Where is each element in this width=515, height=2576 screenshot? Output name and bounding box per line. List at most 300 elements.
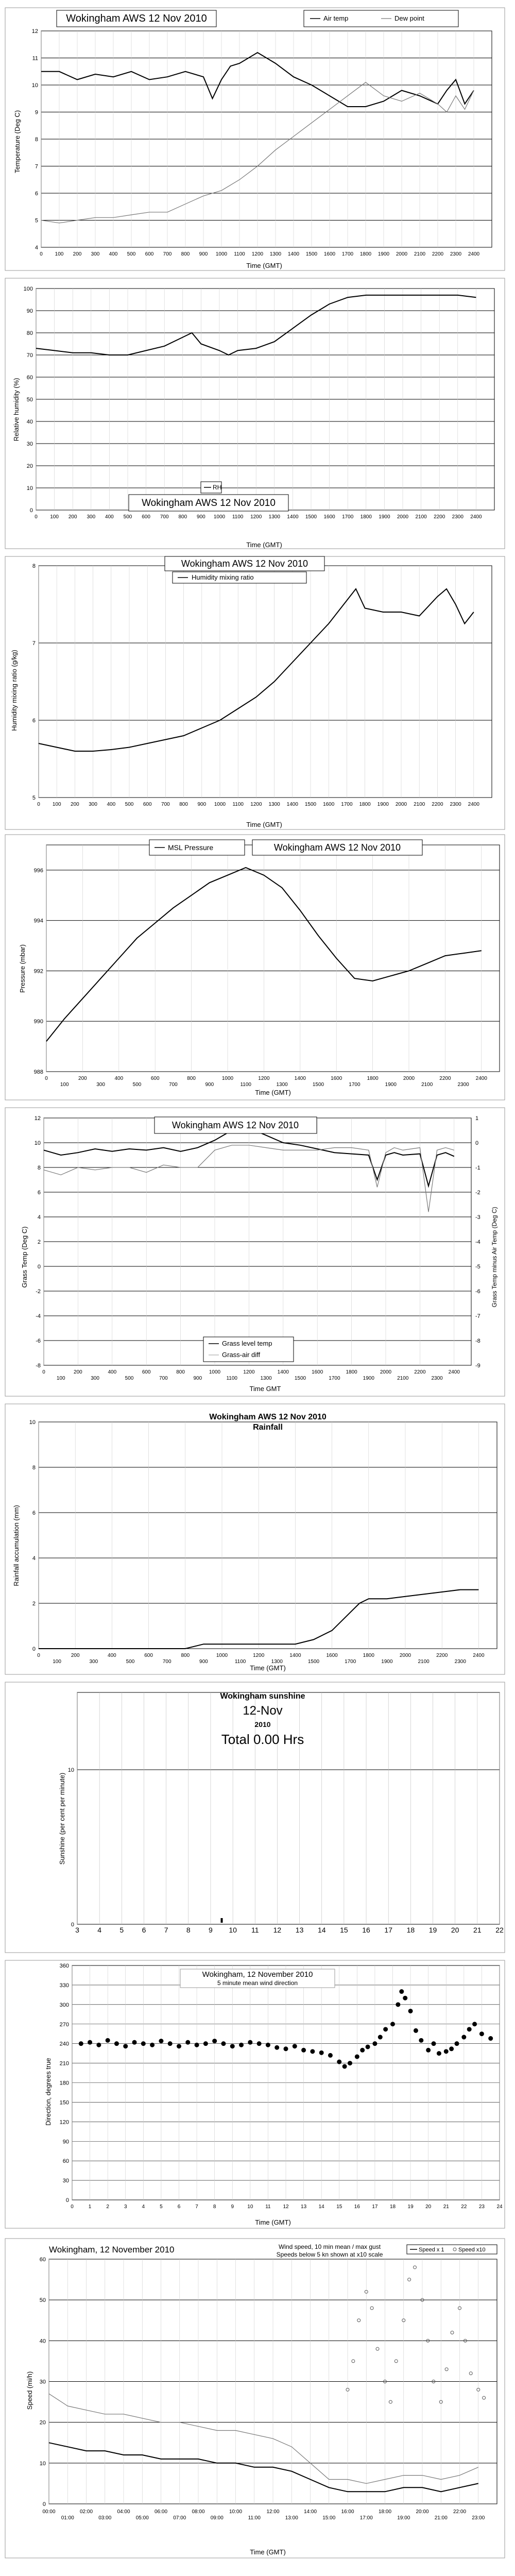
rain-xtick-label: 400 (108, 1653, 116, 1658)
wind-speed-chart-subtitle2: Speeds below 5 kn shown at x10 scale (276, 2251, 383, 2258)
wind-dir-ylabel: Direction, degrees true (44, 2058, 52, 2126)
wind_speed-ytick-label: 60 (39, 2257, 46, 2263)
grass-y2tick-label: -2 (475, 1190, 480, 1196)
grass-ytick-label: 12 (34, 1115, 41, 1122)
rh-xtick-label: 400 (105, 514, 114, 520)
temp-xtick-label: 1200 (251, 251, 264, 257)
temp-xtick-label: 2200 (432, 251, 444, 257)
mix-xtick-label: 1100 (232, 802, 244, 807)
sun-xtick-label: 8 (186, 1926, 191, 1934)
wind_dir-ytick-label: 210 (59, 2060, 69, 2067)
sun-xtick-label: 19 (428, 1926, 437, 1934)
rh-xtick-label: 1400 (287, 514, 299, 520)
rain-xtick-label-minor: 1500 (307, 1659, 320, 1665)
grass-ytick-label: 2 (37, 1239, 41, 1245)
rain-xtick-label: 1600 (326, 1653, 338, 1658)
wind_dir-point (88, 2040, 92, 2044)
rh-xtick-label: 1600 (323, 514, 335, 520)
wind_speed-ytick-label: 50 (39, 2297, 46, 2304)
grass-ytick-label: 0 (37, 1264, 41, 1270)
rain-ytick-label: 0 (32, 1646, 36, 1652)
wind_dir-point (473, 2022, 477, 2026)
rh-xtick-label: 700 (160, 514, 169, 520)
grass-ytick-label: 10 (34, 1140, 41, 1146)
mix-xtick-label: 2100 (414, 802, 425, 807)
wind-speed-xtick-label: 23:00 (472, 2515, 485, 2521)
rh-xtick-label: 600 (142, 514, 150, 520)
wind-speed-xtick-label: 20:00 (416, 2509, 429, 2515)
sun-ytick-label: 0 (71, 1922, 74, 1928)
sun-xtick-label: 7 (164, 1926, 168, 1934)
rain-xtick-label: 1000 (216, 1653, 228, 1658)
wind_dir-point (284, 2047, 288, 2051)
wind-speed-ylabel: Speed (mi/h) (26, 2371, 33, 2410)
temp-xtick-label: 2300 (450, 251, 462, 257)
temp-xlabel: Time (GMT) (246, 262, 282, 269)
pressure-xtick-label: 1000 (221, 1076, 234, 1081)
temp-xtick-label: 500 (127, 251, 136, 257)
sun-bar (221, 1918, 223, 1923)
wind-speed-xtick-label: 17:00 (359, 2515, 373, 2521)
panel-mixing-ratio (5, 556, 505, 829)
panel-pressure (5, 835, 505, 1100)
wind_dir-point (462, 2035, 466, 2039)
wind_dir-point (159, 2039, 163, 2043)
wind_dir-point (79, 2042, 83, 2046)
grass-y2tick-label: -9 (475, 1363, 480, 1369)
temp-xtick-label: 700 (163, 251, 172, 257)
mix-ytick-label: 6 (32, 718, 36, 724)
wind_dir-point (479, 2032, 484, 2036)
wind-speed-xtick-label: 08:00 (192, 2509, 205, 2515)
wind_dir-xtick-label: 13 (301, 2204, 307, 2210)
wind_dir-ytick-label: 90 (62, 2139, 69, 2145)
mix-xtick-label: 2000 (395, 802, 407, 807)
grass-xtick-label: 1600 (312, 1369, 323, 1375)
rh-xtick-label: 1300 (268, 514, 280, 520)
pressure-xtick-label: 2400 (475, 1076, 487, 1081)
temp-ytick-label: 10 (31, 82, 38, 89)
rh-chart-title: Wokingham AWS 12 Nov 2010 (142, 498, 276, 509)
pressure-xtick-label: 0 (45, 1076, 48, 1081)
wind_dir-ytick-label: 300 (59, 2002, 69, 2008)
mix-xtick-label: 1700 (341, 802, 353, 807)
pressure-xtick-label: 1800 (367, 1076, 379, 1081)
temp-xtick-label: 200 (73, 251, 82, 257)
rh-ytick-label: 70 (26, 352, 33, 359)
wind_dir-point (328, 2053, 332, 2057)
temp-ytick-label: 9 (35, 109, 38, 116)
rh-ytick-label: 0 (29, 507, 33, 514)
rh-ylabel: Relative humidity (%) (12, 378, 20, 442)
wind_speed-ytick-label: 20 (39, 2419, 46, 2426)
grass-ytick-label: 8 (37, 1165, 41, 1171)
rh-ytick-label: 90 (26, 308, 33, 314)
temp-ylabel: Temperature (Deg C) (13, 110, 21, 174)
rh-xtick-label: 1800 (360, 514, 372, 520)
panel-humidity (5, 278, 505, 549)
mix-xtick-label: 1600 (323, 802, 335, 807)
wind_dir-point (221, 2042, 226, 2046)
wind_dir-xtick-label: 19 (407, 2204, 414, 2210)
temp-xtick-label: 1600 (323, 251, 336, 257)
wind_dir-xtick-label: 21 (443, 2204, 449, 2210)
wind_dir-xtick-label: 10 (247, 2204, 253, 2210)
wind_dir-xtick-label: 23 (478, 2204, 485, 2210)
rain-xtick-label-minor: 500 (126, 1659, 135, 1665)
legend-grass-level-temp: Grass level temp (222, 1340, 272, 1347)
wind-speed-chart-subtitle: Wind speed, 10 min mean / max gust (278, 2243, 381, 2250)
temp-ytick-label: 6 (35, 191, 38, 197)
wind_dir-point (230, 2044, 234, 2048)
sun-chart-year: 2010 (254, 1720, 271, 1728)
pressure-xtick-label: 400 (114, 1076, 124, 1081)
grass-y2tick-label: -1 (475, 1165, 480, 1171)
legend-mixing-ratio: Humidity mixing ratio (192, 573, 254, 581)
wind_dir-xtick-label: 8 (213, 2204, 216, 2210)
wind_dir-xtick-label: 0 (71, 2204, 74, 2210)
legend-grass-air-diff: Grass-air diff (222, 1351, 261, 1359)
rain-xtick-label: 0 (37, 1653, 40, 1658)
sun-xtick-label: 10 (229, 1926, 237, 1934)
mix-xlabel: Time (GMT) (246, 821, 282, 828)
sun-xtick-label: 14 (317, 1926, 326, 1934)
rh-xtick-label: 100 (50, 514, 59, 520)
rh-xtick-label: 2400 (470, 514, 482, 520)
pressure-ytick-label: 992 (33, 968, 43, 975)
wind_dir-point (186, 2040, 190, 2044)
wind_dir-point (248, 2040, 252, 2044)
wind_dir-point (239, 2043, 244, 2047)
grass-xtick-label-minor: 900 (193, 1376, 202, 1381)
sun-xtick-label: 15 (340, 1926, 348, 1934)
wind-speed-xtick-label: 21:00 (434, 2515, 448, 2521)
wind-speed-xtick-label: 03:00 (98, 2515, 112, 2521)
rain-xtick-label: 200 (71, 1653, 80, 1658)
rh-ytick-label: 20 (26, 463, 33, 469)
wind_dir-ytick-label: 330 (59, 1982, 69, 1989)
grass-xtick-label: 2400 (448, 1369, 460, 1375)
sun-chart-title: Wokingham sunshine (220, 1692, 305, 1701)
temp-xtick-label: 0 (40, 251, 43, 257)
grass-xtick-label: 200 (74, 1369, 82, 1375)
wind_dir-xtick-label: 11 (265, 2204, 271, 2210)
mix-xtick-label: 1800 (359, 802, 371, 807)
wind_dir-ytick-label: 180 (59, 2080, 69, 2087)
rain-xtick-label: 2400 (473, 1653, 485, 1658)
rain-plot-area (39, 1422, 497, 1649)
sun-ylabel: Sunshine (per cent per minute) (58, 1772, 66, 1865)
wind_dir-xtick-label: 12 (283, 2204, 289, 2210)
temp-ytick-label: 11 (32, 55, 38, 62)
wind_dir-xtick-label: 7 (195, 2204, 198, 2210)
wind_dir-point (360, 2048, 365, 2052)
wind_dir-xtick-label: 9 (231, 2204, 234, 2210)
rain-xtick-label: 600 (144, 1653, 153, 1658)
wind_speed-ytick-label: 10 (39, 2460, 46, 2467)
wind_speed-ytick-label: 0 (42, 2501, 46, 2507)
grass-xtick-label: 1400 (277, 1369, 289, 1375)
legend-msl-pressure: MSL Pressure (168, 843, 214, 852)
wind_dir-xtick-label: 5 (160, 2204, 163, 2210)
sun-plot-area (77, 1692, 500, 1924)
grass-ylabel: Grass Temp (Deg C) (21, 1226, 28, 1288)
pressure-xtick-label-minor: 1900 (385, 1082, 397, 1088)
sun-xtick-label: 9 (209, 1926, 213, 1934)
wind_dir-point (337, 2060, 341, 2064)
rain-ytick-label: 4 (32, 1555, 36, 1562)
sun-chart-total: Total 0.00 Hrs (221, 1732, 304, 1747)
rain-xtick-label: 800 (181, 1653, 190, 1658)
temp-xtick-label: 1700 (341, 251, 354, 257)
wind-speed-xtick-label: 07:00 (173, 2515, 186, 2521)
wind-speed-xtick-label: 15:00 (322, 2515, 336, 2521)
grass-y2tick-label: -4 (475, 1239, 480, 1245)
temp-ytick-label: 12 (31, 28, 38, 35)
rh-xtick-label: 2200 (434, 514, 445, 520)
wind_dir-point (355, 2055, 359, 2059)
wind_dir-point (419, 2038, 423, 2042)
sun-xtick-label: 22 (495, 1926, 504, 1934)
rh-xtick-label: 500 (123, 514, 132, 520)
mix-xtick-label: 400 (107, 802, 116, 807)
wind-dir-chart-title: Wokingham, 12 November 2010 (202, 1970, 313, 1979)
legend-speed-x10: Speed x10 (458, 2247, 486, 2253)
wind_dir-point (450, 2047, 454, 2051)
temp-xtick-label: 800 (181, 251, 190, 257)
rain-xtick-label: 1400 (289, 1653, 301, 1658)
temp-ytick-label: 5 (35, 217, 38, 224)
pressure-xtick-label: 800 (187, 1076, 196, 1081)
wind_dir-point (97, 2043, 101, 2047)
rh-ytick-label: 40 (26, 419, 33, 425)
pressure-xtick-label: 1200 (258, 1076, 270, 1081)
grass-xtick-label-minor: 300 (91, 1376, 99, 1381)
mix-xtick-label: 2300 (450, 802, 461, 807)
wind_dir-point (311, 2049, 315, 2054)
grass-xtick-label: 800 (176, 1369, 185, 1375)
wind_dir-point (403, 1996, 407, 2000)
rain-xtick-label: 1200 (253, 1653, 265, 1658)
mix-xtick-label: 1200 (250, 802, 262, 807)
pressure-xtick-label-minor: 900 (205, 1082, 214, 1088)
mix-xtick-label: 200 (71, 802, 79, 807)
mix-xtick-label: 1500 (304, 802, 317, 807)
pressure-xtick-label-minor: 500 (132, 1082, 142, 1088)
pressure-xtick-label: 2000 (403, 1076, 415, 1081)
rh-ytick-label: 30 (26, 441, 33, 447)
grass-y2tick-label: -8 (475, 1338, 480, 1344)
pressure-xlabel: Time (GMT) (255, 1089, 291, 1096)
mix-xtick-label: 500 (125, 802, 134, 807)
pressure-ytick-label: 988 (33, 1069, 43, 1075)
wind_dir-point (455, 2042, 459, 2046)
grass-ylabel2: Grass Temp minus Air Temp (Deg C) (491, 1207, 498, 1308)
wind_dir-point (396, 2003, 400, 2007)
rh-xlabel: Time (GMT) (246, 541, 282, 549)
temp-xtick-label: 400 (109, 251, 118, 257)
wind-speed-xtick-label: 12:00 (266, 2509, 280, 2515)
sun-xtick-label: 13 (295, 1926, 304, 1934)
temp-xtick-label: 2400 (468, 251, 480, 257)
wind_dir-ytick-label: 240 (59, 2041, 69, 2047)
grass-xtick-label-minor: 700 (159, 1376, 168, 1381)
mix-xtick-label: 1300 (268, 802, 280, 807)
wind_dir-ytick-label: 60 (62, 2158, 69, 2165)
pressure-ylabel: Pressure (mbar) (19, 944, 26, 993)
rain-chart-title: Wokingham AWS 12 Nov 2010 (209, 1413, 327, 1421)
mix-ytick-label: 7 (32, 640, 36, 647)
pressure-xtick-label-minor: 700 (169, 1082, 178, 1088)
mix-xtick-label: 100 (52, 802, 61, 807)
rain-chart-subtitle: Rainfall (253, 1423, 283, 1432)
grass-xtick-label-minor: 500 (125, 1376, 134, 1381)
wind_dir-point (203, 2042, 208, 2046)
grass-y2tick-label: -7 (475, 1313, 480, 1319)
wind_dir-point (275, 2045, 279, 2049)
grass-xlabel: Time GMT (249, 1385, 281, 1393)
temp-xtick-label: 300 (91, 251, 100, 257)
temp-xtick-label: 600 (145, 251, 154, 257)
sun-xtick-label: 18 (406, 1926, 415, 1934)
pressure-xtick-label-minor: 100 (60, 1082, 69, 1088)
sun-xtick-label: 6 (142, 1926, 146, 1934)
wind-dir-xlabel: Time (GMT) (255, 2218, 291, 2226)
sun-xtick-label: 17 (384, 1926, 392, 1934)
wind-dir-chart-subtitle: 5 minute mean wind direction (217, 1979, 298, 1987)
grass-y2tick-label: -6 (475, 1289, 480, 1295)
rh-xtick-label: 2100 (415, 514, 427, 520)
pressure-xtick-label: 1400 (294, 1076, 306, 1081)
mix-ylabel: Humidity mixing ratio (g/kg) (10, 650, 18, 731)
wind_dir-point (213, 2039, 217, 2043)
temp-xtick-label: 100 (55, 251, 64, 257)
legend-air-temp: Air temp (323, 14, 349, 22)
grass-xtick-label: 2200 (414, 1369, 426, 1375)
wind_dir-point (366, 2045, 370, 2049)
grass-xtick-label: 1800 (346, 1369, 357, 1375)
wind-speed-xtick-label: 04:00 (117, 2509, 130, 2515)
wind-speed-xtick-label: 05:00 (135, 2515, 149, 2521)
grass-chart-title: Wokingham AWS 12 Nov 2010 (171, 1120, 299, 1130)
mix-ytick-label: 8 (32, 563, 36, 569)
wind_dir-xtick-label: 20 (425, 2204, 432, 2210)
rh-xtick-label: 1200 (250, 514, 262, 520)
temp-xtick-label: 1500 (305, 251, 318, 257)
wind-speed-xtick-label: 19:00 (397, 2515, 410, 2521)
grass-xtick-label: 0 (42, 1369, 45, 1375)
sun-chart-date: 12-Nov (243, 1704, 283, 1718)
pressure-ytick-label: 996 (33, 867, 43, 874)
pressure-xtick-label-minor: 1500 (312, 1082, 324, 1088)
wind_dir-point (384, 2027, 388, 2031)
pressure-xtick-label-minor: 2300 (457, 1082, 469, 1088)
grass-ytick-label: 4 (37, 1214, 41, 1221)
pressure-xtick-label: 200 (78, 1076, 87, 1081)
wind-speed-chart-title: Wokingham, 12 November 2010 (49, 2245, 175, 2255)
legend-dew-point: Dew point (394, 14, 424, 22)
grass-xtick-label-minor: 1500 (294, 1376, 306, 1381)
wind_dir-point (106, 2038, 110, 2042)
wind_dir-point (266, 2043, 270, 2047)
grass-ytick-label: -8 (36, 1363, 41, 1369)
rh-ytick-label: 60 (26, 375, 33, 381)
wind_dir-point (467, 2027, 471, 2031)
rain-ytick-label: 10 (29, 1419, 36, 1426)
temp-xtick-label: 2000 (396, 251, 408, 257)
rh-xtick-label: 800 (178, 514, 187, 520)
grass-xtick-label-minor: 2100 (397, 1376, 409, 1381)
wind_dir-point (177, 2044, 181, 2048)
pressure-ytick-label: 994 (33, 918, 43, 924)
wind_dir-point (114, 2042, 118, 2046)
mix-xtick-label: 900 (197, 802, 207, 807)
wind_dir-xtick-label: 4 (142, 2204, 145, 2210)
wind_dir-xtick-label: 17 (372, 2204, 378, 2210)
wind_dir-ytick-label: 270 (59, 2021, 69, 2028)
wind_dir-point (302, 2048, 306, 2052)
wind-speed-xtick-label: 09:00 (210, 2515, 224, 2521)
pressure-chart-title: Wokingham AWS 12 Nov 2010 (273, 842, 401, 853)
mix-xtick-label: 0 (37, 802, 40, 807)
wind_dir-xtick-label: 14 (318, 2204, 324, 2210)
pressure-xtick-label: 1600 (331, 1076, 342, 1081)
wind_dir-xtick-label: 24 (496, 2204, 503, 2210)
sun-xtick-label: 20 (451, 1926, 459, 1934)
legend-speed-x1: Speed x 1 (419, 2247, 444, 2253)
wind-speed-xtick-label: 10:00 (229, 2509, 243, 2515)
wind_dir-point (150, 2043, 154, 2047)
mix-xtick-label: 1000 (214, 802, 226, 807)
grass-y2tick-label: 1 (475, 1115, 479, 1122)
grass-ytick-label: 6 (37, 1190, 41, 1196)
grass-y2tick-label: -3 (475, 1214, 480, 1221)
wind_speed-ytick-label: 40 (39, 2338, 46, 2345)
temp-xtick-label: 1400 (287, 251, 300, 257)
rain-xtick-label-minor: 700 (162, 1659, 171, 1665)
temp-ytick-label: 7 (35, 163, 38, 170)
grass-xtick-label-minor: 1900 (363, 1376, 374, 1381)
rain-xtick-label: 1800 (363, 1653, 374, 1658)
mix-chart-title: Wokingham AWS 12 Nov 2010 (181, 558, 308, 569)
mix-xtick-label: 1400 (286, 802, 298, 807)
grass-xtick-label-minor: 2300 (431, 1376, 443, 1381)
wind_dir-point (348, 2061, 352, 2065)
wind_dir-point (391, 2022, 395, 2026)
wind-speed-xtick-label: 00:00 (42, 2509, 56, 2515)
pressure-xtick-label: 600 (150, 1076, 160, 1081)
rain-xtick-label-minor: 1100 (234, 1659, 246, 1665)
rh-ytick-label: 50 (26, 397, 33, 403)
grass-ytick-label: -2 (36, 1289, 41, 1295)
pressure-ytick-label: 990 (33, 1019, 43, 1025)
panel-grass-temp (5, 1108, 505, 1396)
pressure-xtick-label-minor: 2100 (421, 1082, 433, 1088)
rh-xtick-label: 1700 (342, 514, 354, 520)
wind_dir-point (408, 2009, 413, 2013)
temp-xtick-label: 1800 (359, 251, 372, 257)
rain-xlabel: Time (GMT) (250, 1664, 286, 1672)
wind_dir-point (414, 2028, 418, 2032)
wind_dir-xtick-label: 16 (354, 2204, 360, 2210)
wind-speed-xtick-label: 06:00 (154, 2509, 168, 2515)
wind-speed-xlabel: Time (GMT) (250, 2548, 286, 2556)
wind_dir-point (132, 2040, 136, 2044)
wind_dir-xtick-label: 15 (336, 2204, 342, 2210)
rain-ytick-label: 6 (32, 1510, 36, 1516)
pressure-xtick-label-minor: 1100 (240, 1082, 251, 1088)
wind_dir-point (426, 2048, 431, 2052)
